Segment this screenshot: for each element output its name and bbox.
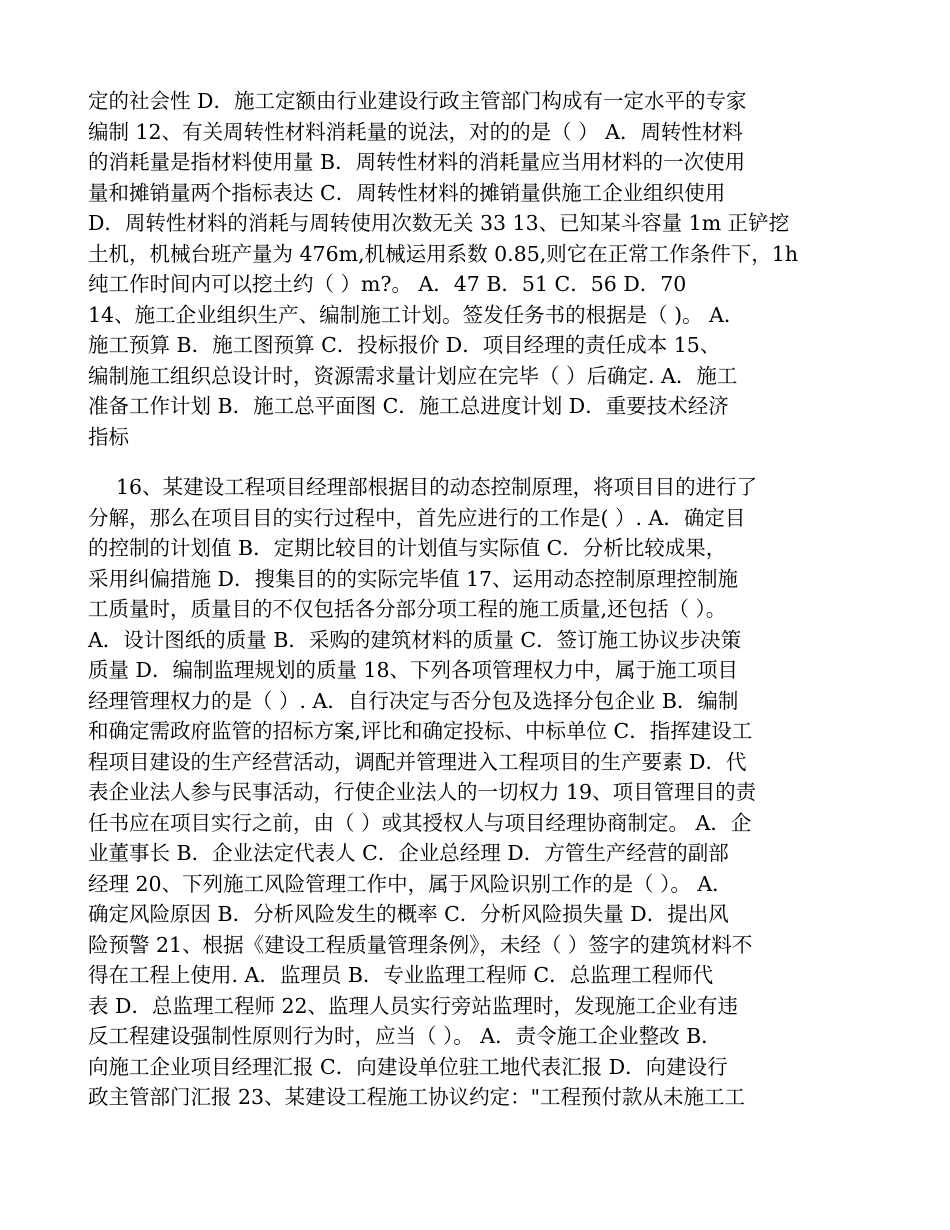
text-line: 量和摊销量两个指标表达 C．周转性材料的摊销量供施工企业组织使用 [88,180,726,205]
text-line: 的消耗量是指材料使用量 B．周转性材料的消耗量应当用材料的一次使用 [88,150,746,174]
text-line: 经理 20、下列施工风险管理工作中，属于风险识别工作的是（ ）。 A． [88,871,733,896]
text-line: 的控制的计划值 B．定期比较目的计划值与实际值 C．分析比较成果， [88,536,727,560]
text-line: 施工预算 B．施工图预算 C．投标报价 D．项目经理的责任成本 15、 [88,333,721,357]
text-line: 工质量时，质量目的不仅包括各分部分项工程的施工质量,还包括（ ）。 [88,597,727,621]
text-line: 业董事长 B．企业法定代表人 C．企业总经理 D．方管生产经营的副部 [88,841,729,865]
paragraph-2 [88,472,868,1113]
text-line: 土机，机械台班产量为 476m,机械运用系数 0.85,则它在正常工作条件下，1h [88,241,799,266]
text-line: D．周转性材料的消耗与周转使用次数无关 33 13、已知某斗容量 1m 正铲挖 [88,211,790,235]
text-line: 险预警 21、根据《建设工程质量管理条例》，未经（ ）签字的建筑材料不 [88,932,753,957]
text-line: 指标 [88,424,129,449]
paragraph-1 [88,86,868,452]
text-line: 向施工企业项目经理汇报 C．向建设单位驻工地代表汇报 D．向建设行 [88,1054,728,1079]
text-line: 分解，那么在项目目的实行过程中，首先应进行的工作是( ）. A．确定目 [88,505,746,530]
text-line: 程项目建设的生产经营活动，调配并管理进入工程项目的生产要素 D．代 [88,749,747,774]
text-line: 反工程建设强制性原则行为时，应当（ ）。 A．责令施工企业整改 B． [88,1024,722,1048]
text-line: 纯工作时间内可以挖土约（ ）m?。 A．47 B．51 C．56 D．70 [88,272,687,296]
text-line: 准备工作计划 B．施工总平面图 C．施工总进度计划 D．重要技术经济 [88,394,729,418]
text-line: 16、某建设工程项目经理部根据目的动态控制原理，将项目目的进行了 [116,475,758,499]
text-line: 定的社会性 D．施工定额由行业建设行政主管部门构成有一定水平的专家 [88,89,747,113]
text-line: 表企业法人参与民事活动，行使企业法人的一切权力 19、项目管理目的责 [88,780,757,804]
text-line: 表 D．总监理工程师 22、监理人员实行旁站监理时，发现施工企业有违 [88,993,739,1018]
text-line: 得在工程上使用. A．监理员 B．专业监理工程师 C．总监理工程师代 [88,963,714,987]
text-line: 编制施工组织总设计时，资源需求量计划应在完毕（ ）后确定. A．施工 [88,363,738,388]
text-line: 14、施工企业组织生产、编制施工计划。签发任务书的根据是（ )。 A． [88,302,745,327]
text-line: A．设计图纸的质量 B．采购的建筑材料的质量 C．签订施工协议步决策 [88,627,742,652]
text-line: 政主管部门汇报 23、某建设工程施工协议约定："工程预付款从未施工工 [88,1085,746,1109]
text-line: 经理管理权力的是（ ）. A．自行决定与否分包及选择分包企业 B．编制 [88,688,739,713]
text-line: 确定风险原因 B．分析风险发生的概率 C．分析风险损失量 D．提出风 [88,902,729,926]
text-line: 采用纠偏措施 D．搜集目的的实际完毕值 17、运用动态控制原理控制施 [88,566,739,591]
text-line: 任书应在项目实行之前，由（ ）或其授权人与项目经理协商制定。 A．企 [88,810,752,835]
text-line: 质量 D．编制监理规划的质量 18、下列各项管理权力中，属于施工项目 [88,658,739,682]
text-line: 编制 12、有关周转性材料消耗量的说法，对的的是（ ） A．周转性材料 [88,119,743,144]
text-line: 和确定需政府监管的招标方案,评比和确定投标、中标单位 C．指挥建设工 [88,719,753,743]
